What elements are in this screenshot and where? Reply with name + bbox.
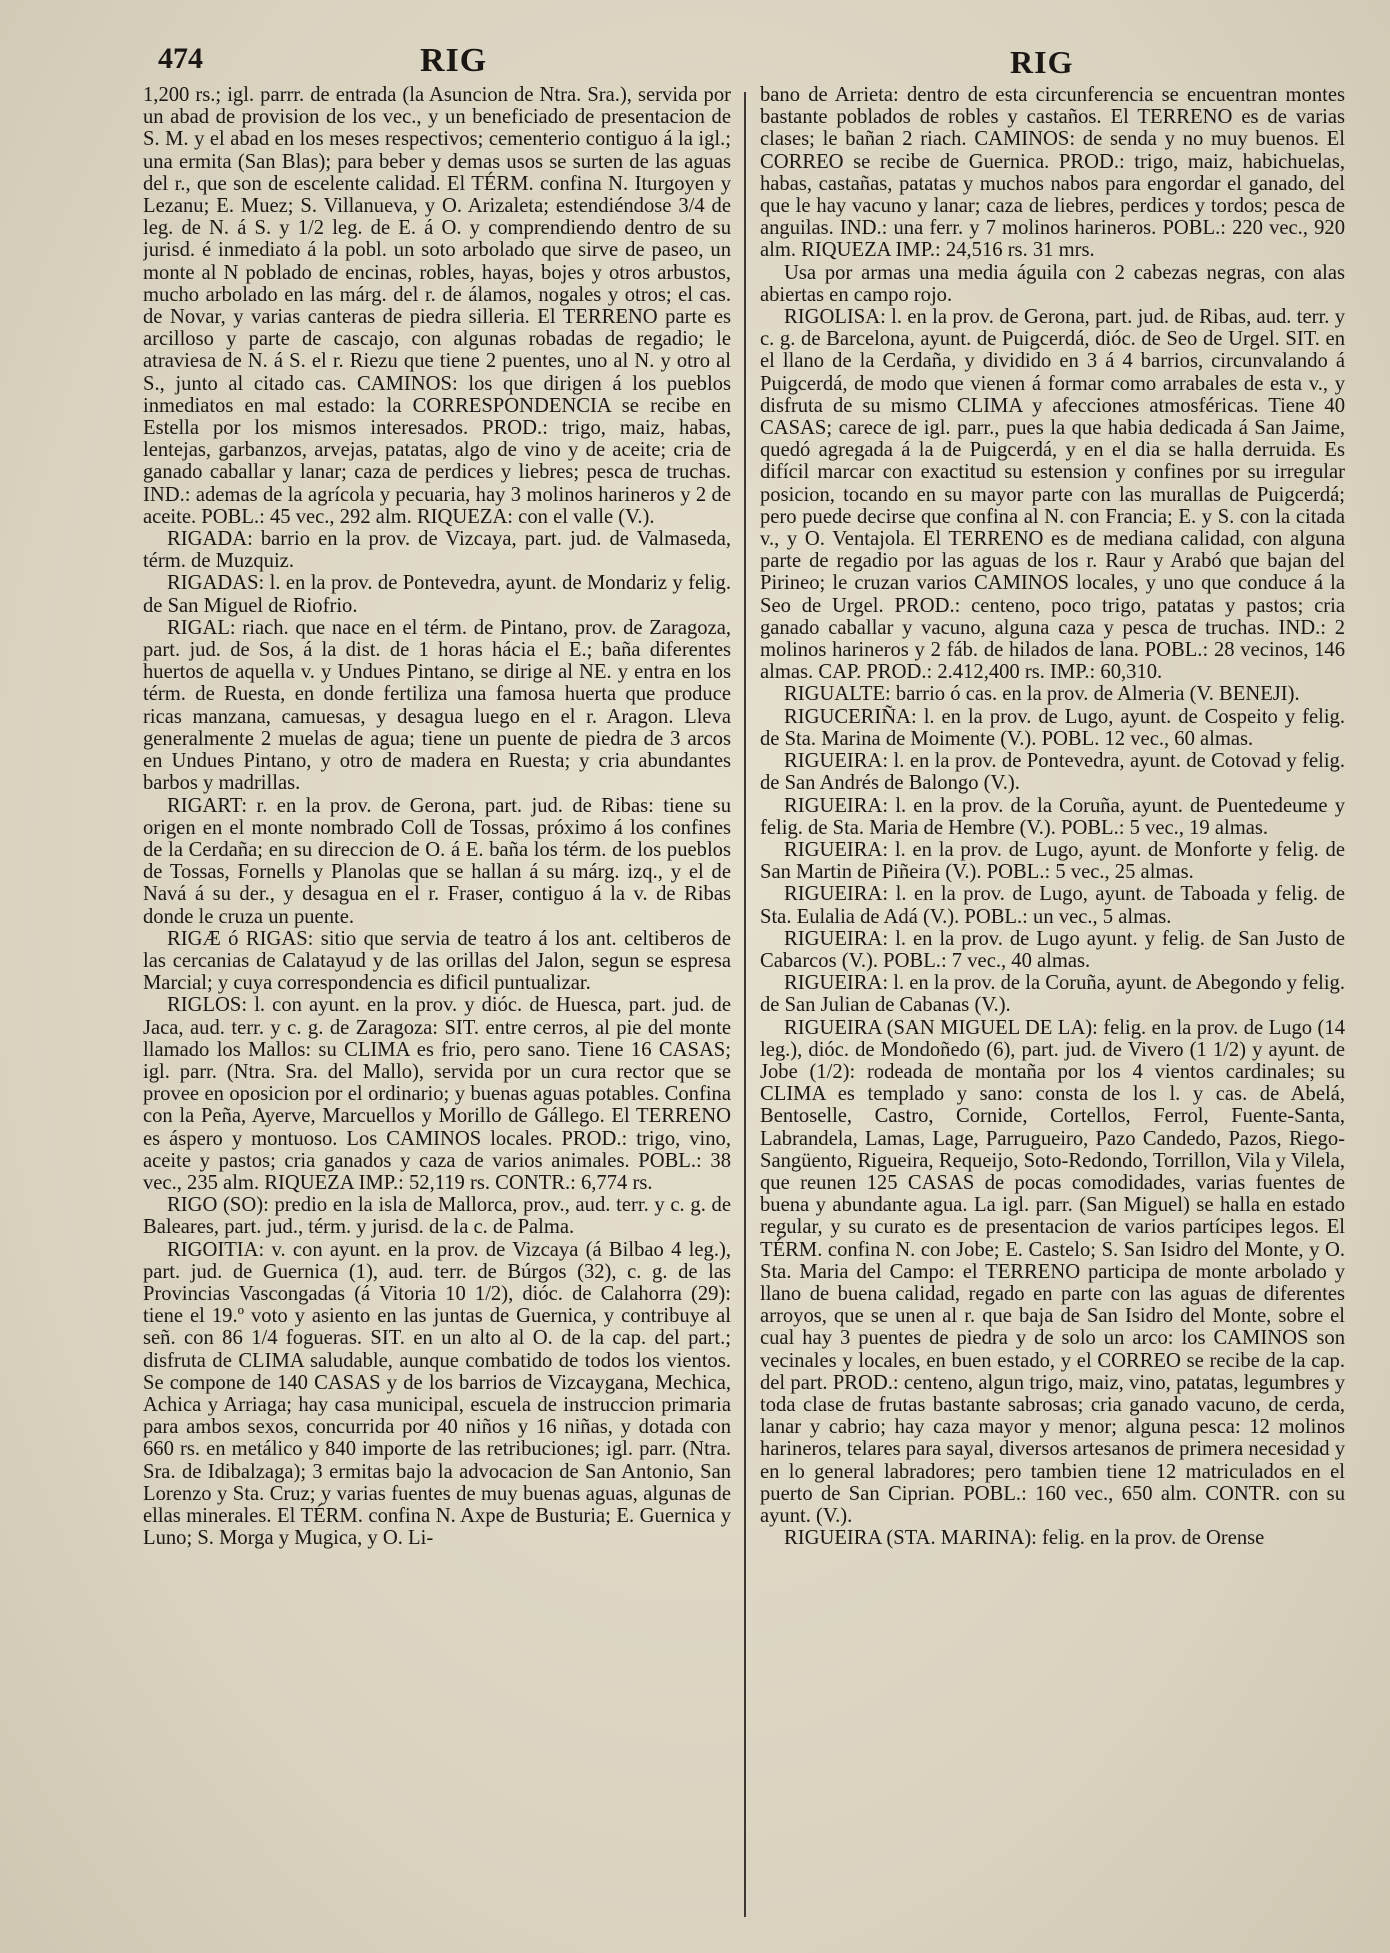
entry-rigueira: RIGUEIRA: l. en la prov. de Lugo ayunt. y felig. de San Justo de Cabarcos (V.). POBL.: 7 vec., 40 almas.: [760, 927, 1345, 972]
page-header: [150, 38, 1350, 82]
entry-rigart: RIGART: r. en la prov. de Gerona, part. jud. de Ribas: tiene su origen en el monte nombrado Coll de Tossas, próximo á los confines de la Cerdaña; en su direccion de O. á E. baña los térm. de los pueblos de Tossas, Fornells y Planolas que se hallan á su márg. izq., y el de Navá á su der., y desagua en el r. Fraser, contiguo á la v. de Ribas donde le cruza un puente.: [143, 794, 731, 928]
entry-rigadas: RIGADAS: l. en la prov. de Pontevedra, ayunt. de Mondariz y felig. de San Miguel de Riofrio.: [143, 572, 731, 617]
page-number: 474: [158, 42, 203, 75]
entry-rigueira: RIGUEIRA: l. en la prov. de Lugo, ayunt. de Monforte y felig. de San Martin de Piñeira (V.). POBL.: 5 vec., 25 almas.: [760, 838, 1345, 884]
entry-arms-note: Usa por armas una media águila con 2 cabezas negras, con alas abiertas en campo rojo.: [760, 261, 1345, 306]
entry-riguceriña: RIGUCERIÑA: l. en la prov. de Lugo, ayunt. de Cospeito y felig. de Sta. Marina de Moimente (V.). POBL. 12 vec., 60 almas.: [760, 705, 1345, 750]
entry-rigal: RIGAL: riach. que nace en el térm. de Pintano, prov. de Zaragoza, part. jud. de Sos, á la dist. de 1 horas hácia el E.; baña diferentes huertos de aquella v. y Undues Pintano, se dirige al NE. y entra en los térm. de Ruesta, en donde fertiliza una famosa huerta que produce ricas manzana, camuesas, y desagua luego en el r. Aragon. Lleva generalmente 2 muelas de agua; tiene un puente de piedra de 3 arcos en Undues Pintano, y otro de madera en Ruesta; y cria abundantes barbos y madrillas.: [143, 616, 731, 795]
entry-rigolisa: RIGOLISA: l. en la prov. de Gerona, part. jud. de Ribas, aud. terr. y c. g. de Barcelona, ayunt. de Puigcerdá, dióc. de Seo de Urgel. SIT. en el llano de la Cerdaña, y dividido en 3 á 4 barrios, circunvalando á Puigcerdá, de modo que vienen á formar como arrabales de esta v., y disfruta de su mismo CLIMA y afecciones atmosféricas. Tiene 40 CASAS; carece de igl. parr., pues la que habia dedicada á San Jaime, quedó agregada á la de Puigcerdá, y en el dia se halla derruida. Es difícil marcar con exactitud su estension y confines por su irregular posicion, tocando en su mayor parte con las murallas de Puigcerdá; pero puede decirse que confina al N. con Francia; E. y S. con la citada v., y O. Ventajola. El TERRENO es de mediana calidad, con alguna parte de regadio por las aguas de los r. Raur y Arabó que bajan del Pirineo; le cruzan varios CAMINOS locales, y uno que conduce á la Seo de Urgel. PROD.: centeno, poco trigo, patatas y pastos; cria ganado caballar y vacuno, alguna caza y pesca de truchas. IND.: 2 molinos harineros y 2 fáb. de hilados de lana. POBL.: 28 vecinos, 146 almas. CAP. PROD.: 2.412,400 rs. IMP.: 60,310.: [760, 306, 1345, 684]
entry-rigo: RIGO (SO): predio en la isla de Mallorca, prov., aud. terr. y c. g. de Baleares, part. jud., térm. y jurisd. de la c. de Palma.: [143, 1194, 731, 1239]
left-running-headword: RIG: [420, 42, 488, 79]
entry-rigueira: RIGUEIRA: l. en la prov. de Lugo, ayunt. de Taboada y felig. de Sta. Eulalia de Adá (V.). POBL.: un vec., 5 almas.: [760, 883, 1345, 928]
entry-riglos: RIGLOS: l. con ayunt. en la prov. y dióc. de Huesca, part. jud. de Jaca, aud. terr. y c. g. de Zaragoza: SIT. entre cerros, al pie del monte llamado los Mallos: su CLIMA es frio, pero sano. Tiene 16 CASAS; igl. parr. (Ntra. Sra. del Mallo), servida por un cura rector que se provee en oposicion por el ordinario; y buenas aguas potables. Confina con la Peña, Ayerve, Marcuellos y Morillo de Gállego. El TERRENO es áspero y montuoso. Los CAMINOS locales. PROD.: trigo, vino, aceite y pastos; cria ganados y caza de varios animales. POBL.: 38 vec., 235 alm. RIQUEZA IMP.: 52,119 rs. CONTR.: 6,774 rs.: [143, 994, 731, 1194]
entry-rigualte: RIGUALTE: barrio ó cas. en la prov. de Almeria (V. BENEJI).: [784, 683, 1300, 706]
column-divider: [744, 92, 746, 1917]
entry-rigueira: RIGUEIRA: l. en la prov. de la Coruña, ayunt. de Abegondo y felig. de San Julian de Cabanas (V.).: [760, 972, 1345, 1017]
entry-rigoitia: RIGOITIA: v. con ayunt. en la prov. de Vizcaya (á Bilbao 4 leg.), part. jud. de Guernica (1), aud. terr. de Búrgos (32), c. g. de las Provincias Vascongadas (á Vitoria 10 1/2), dióc. de Calahorra (29): tiene el 19.º voto y asiento en las juntas de Guernica, y contribuye al señ. con 86 1/4 fogueras. SIT. en un alto al O. de la cap. del part.; disfruta de CLIMA saludable, aunque combatido de todos los vientos. Se compone de 140 CASAS y de los barrios de Vizcaygana, Mechica, Achica y Arriaga; hay casa municipal, escuela de instruccion primaria para ambos sexos, concurrida por 40 niños y 16 niñas, y dotada con 660 rs. en metálico y 840 importe de las retribuciones; igl. parr. (Ntra. Sra. de Idibalzaga); 3 ermitas bajo la advocacion de San Antonio, San Lorenzo y Sta. Cruz; y varias fuentes de muy buenas aguas, algunas de ellas minerales. El TÉRM. confina N. Axpe de Busturia; E. Guernica y Luno; S. Morga y Mugica, y O. Li-: [143, 1238, 731, 1550]
entry-continuation: 1,200 rs.; igl. parrr. de entrada (la Asuncion de Ntra. Sra.), servida por un abad de provision de los vec., y un beneficiado de presentacion de S. M. y el abad en los meses respectivos; cementerio contiguo á la igl.; una ermita (San Blas); para beber y demas usos se surten de las aguas del r., que son de escelente calidad. El TÉRM. confina N. Iturgoyen y Lezanu; E. Muez; S. Villanueva, y O. Arizaleta; estendiéndose 3/4 de leg. de N. á S. y 1/2 leg. de E. á O. y comprendiendo dentro de su jurisd. é inmediato á la pobl. un soto arbolado que sirve de paseo, un monte al N poblado de encinas, robles, hayas, bojes y otros arbustos, mucho arbolado en las márg. del r. de álamos, nogales y otros; el cas. de Novar, y varias canteras de piedra silleria. El TERRENO parte es arcilloso y parte de cascajo, con algunas robadas de regadio; le atraviesa de N. á S. el r. Riezu que tiene 2 puentes, uno al N. y otro al S., junto al citado cas. CAMINOS: los que dirigen á los pueblos inmediatos en mal estado: la CORRESPONDENCIA se recibe en Estella por los mismos interesados. PROD.: trigo, maiz, habas, lentejas, garbanzos, arvejas, patatas, algo de vino y de aceite; cria de ganado caballar y lanar; caza de perdices y liebres; pesca de truchas. IND.: ademas de la agrícola y pecuaria, hay 3 molinos harineros y 2 de aceite. POBL.: 45 vec., 292 alm. RIQUEZA: con el valle (V.).: [143, 84, 731, 528]
entry-rigueira-sta-marina: RIGUEIRA (STA. MARINA): felig. en la prov. de Orense: [784, 1527, 1265, 1550]
right-running-headword: RIG: [1010, 44, 1074, 80]
entry-rigueira: RIGUEIRA: l. en la prov. de la Coruña, ayunt. de Puentedeume y felig. de Sta. Maria de Hembre (V.). POBL.: 5 vec., 19 almas.: [760, 794, 1345, 839]
entry-rigueira-san-miguel: RIGUEIRA (SAN MIGUEL DE LA): felig. en la prov. de Lugo (14 leg.), dióc. de Mondoñedo (6), part. jud. de Vivero (1 1/2) y ayunt. de Jobe (1/2): rodeada de montaña por los 4 vientos cardinales; su CLIMA es templado y sano: consta de los l. y cas. de Abelá, Bentoselle, Castro, Cornide, Cortellos, Ferrol, Fuente-Santa, Labrandela, Lamas, Lage, Parrugueiro, Pazo Candedo, Pazos, Riego-Sangüento, Rigueira, Requeijo, Soto-Redondo, Torrillon, Vila y Vilela, que reunen 125 CASAS de pocas comodidades, varias fuentes de buena y abundante agua. La igl. parr. (San Miguel) se halla en estado regular, y su curato es de presentacion de varios partícipes legos. El TÉRM. confina N. con Jobe; E. Castelo; S. San Isidro del Monte, y O. Sta. Maria del Campo: el TERRENO participa de monte arbolado y llano de buena calidad, regado en parte con las aguas de diferentes arroyos, que se unen al r. que baja de San Isidro del Monte, sobre el cual hay 3 puentes de piedra y de solo un arco: los CAMINOS son vecinales y locales, en buen estado, y el CORREO se recibe de la cap. del part. PROD.: centeno, algun trigo, maiz, vino, patatas, legumbres y toda clase de frutas bastante sabrosas; cria ganado vacuno, de cerda, lanar y cabrio; hay caza mayor y menor; alguna pesca: 12 molinos harineros, telares para sayal, diversos artesanos de primera necesidad y en lo general labradores; pero tambien tiene 12 matriculados en el puerto de San Ciprian. POBL.: 160 vec., 650 alm. CONTR. con su ayunt. (V.).: [760, 1016, 1345, 1527]
left-column: [143, 84, 731, 1914]
entry-rigada: RIGADA: barrio en la prov. de Vizcaya, part. jud. de Valmaseda, térm. de Muzquiz.: [143, 528, 731, 573]
entry-rigueira: RIGUEIRA: l. en la prov. de Pontevedra, ayunt. de Cotovad y felig. de San Andrés de Balongo (V.).: [760, 750, 1345, 795]
right-column: [760, 84, 1345, 1914]
entry-rigae: RIGÆ ó RIGAS: sitio que servia de teatro á los ant. celtiberos de las cercanias de Calatayud y de las orillas del Jalon, segun se espresa Marcial; y cuya correspondencia es dificil puntualizar.: [143, 927, 731, 995]
entry-continuation: bano de Arrieta: dentro de esta circunferencia se encuentran montes bastante poblados de robles y castaños. El TERRENO es de varias clases; le bañan 2 riach. CAMINOS: de senda y no muy buenos. El CORREO se recibe de Guernica. PROD.: trigo, maiz, habichuelas, habas, castañas, patatas y muchos nabos para engordar el ganado, del que le hay vacuno y lanar; caza de liebres, perdices y tordos; pesca de anguilas. IND.: una ferr. y 7 molinos harineros. POBL.: 220 vec., 920 alm. RIQUEZA IMP.: 24,516 rs. 31 mrs.: [760, 84, 1345, 262]
